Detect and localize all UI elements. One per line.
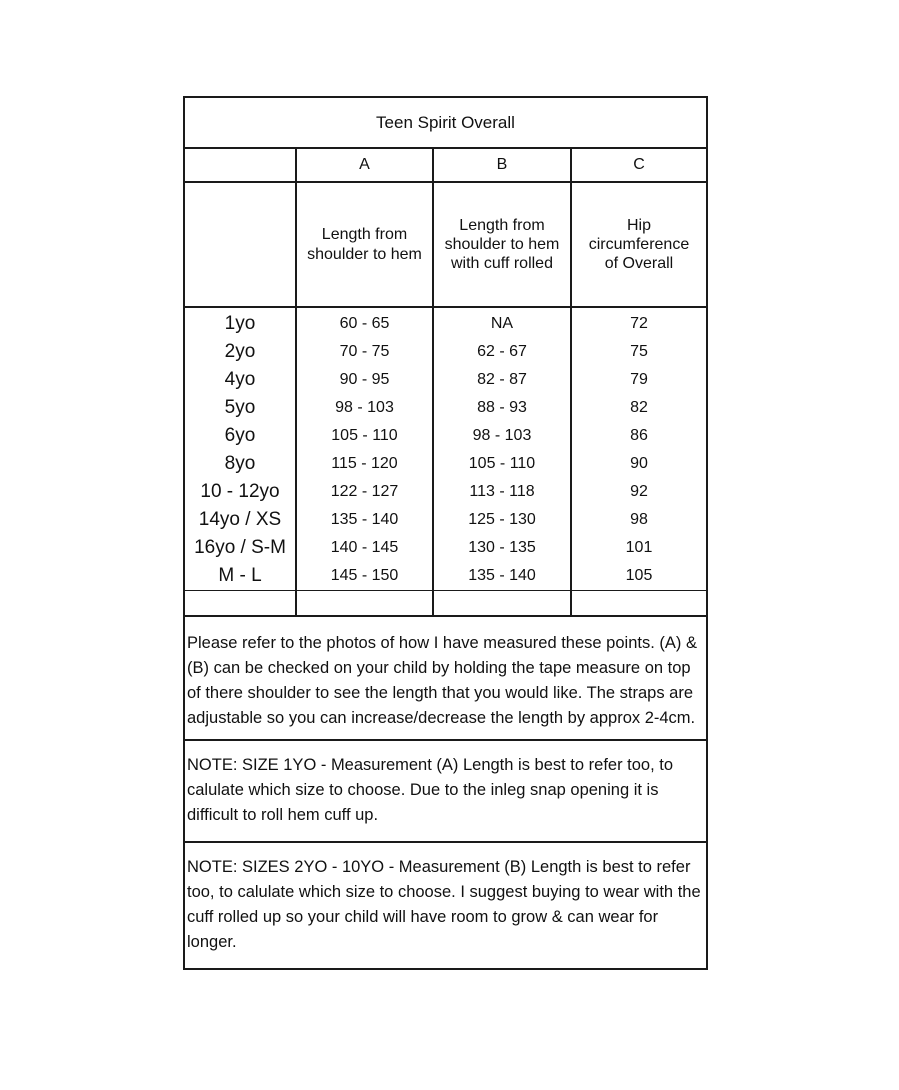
size-cell: M - L [185, 562, 296, 591]
empty-cell [185, 591, 296, 617]
c-cell: 92 [630, 483, 648, 501]
a-cell: 140 - 145 [296, 534, 433, 562]
table-row [185, 562, 706, 591]
table-row [185, 307, 706, 338]
description-header-c: Hip circumference of Overall [571, 182, 706, 307]
size-table [185, 149, 706, 617]
size-cell: 14yo / XS [185, 506, 296, 534]
size-cell: 16yo / S-M [185, 534, 296, 562]
empty-cell [296, 591, 433, 617]
table-row [185, 394, 706, 422]
chart-title: Teen Spirit Overall [185, 98, 706, 149]
a-cell: 70 - 75 [296, 338, 433, 366]
c-cell: 72 [630, 315, 648, 333]
description-header-size [185, 182, 296, 307]
size-rows [185, 307, 706, 591]
size-chart-sheet [183, 96, 708, 970]
b-cell: 88 - 93 [433, 394, 571, 422]
c-cell: 90 [630, 455, 648, 473]
c-cell: 105 [571, 562, 706, 591]
a-cell: 105 - 110 [296, 422, 433, 450]
size-cell: 1yo [185, 307, 296, 338]
c-cell: 82 [630, 399, 648, 417]
b-cell: NA [433, 307, 571, 338]
size-cell: 4yo [185, 366, 296, 394]
empty-cell [433, 591, 571, 617]
table-row [185, 450, 706, 478]
note-sizes-2yo-10yo: NOTE: SIZES 2YO - 10YO - Measurement (B) Length is best to refer too, to calulate which size to choose. I suggest buying to wear with the cuff rolled up so your child will have room to grow & can wear for longer. [187, 858, 701, 951]
c-cell: 98 [630, 511, 648, 529]
letter-header-c: C [571, 149, 706, 182]
table-row [185, 366, 706, 394]
b-cell: 135 - 140 [433, 562, 571, 591]
a-cell: 98 - 103 [296, 394, 433, 422]
b-cell: 130 - 135 [433, 534, 571, 562]
size-cell: 5yo [185, 394, 296, 422]
description-header-b: Length from shoulder to hem with cuff rolled [433, 182, 571, 307]
empty-row [185, 591, 706, 617]
a-cell: 90 - 95 [296, 366, 433, 394]
note-size-1yo: NOTE: SIZE 1YO - Measurement (A) Length is best to refer too, to calulate which size to choose. Due to the inleg snap opening it is difficult to roll hem cuff up. [185, 741, 706, 843]
c-cell: 101 [625, 539, 653, 557]
b-cell: 62 - 67 [433, 338, 571, 366]
description-header-a: Length from shoulder to hem [296, 182, 433, 307]
c-cell: 79 [630, 371, 648, 389]
a-cell: 145 - 150 [296, 562, 433, 591]
c-cell: 75 [630, 343, 648, 361]
column-letter-row [185, 149, 706, 182]
a-cell: 122 - 127 [296, 478, 433, 506]
b-cell: 125 - 130 [433, 506, 571, 534]
letter-header-a: A [296, 149, 433, 182]
size-cell: 8yo [185, 450, 296, 478]
b-cell: 98 - 103 [433, 422, 571, 450]
a-cell: 115 - 120 [296, 450, 433, 478]
empty-cell [571, 591, 706, 617]
size-cell: 6yo [185, 422, 296, 450]
letter-header-b: B [433, 149, 571, 182]
size-cell: 2yo [185, 338, 296, 366]
b-cell: 105 - 110 [433, 450, 571, 478]
measuring-instructions: Please refer to the photos of how I have measured these points. (A) & (B) can be checked on your child by holding the tape measure on top of there shoulder to see the length that you would like. The straps are adjustable so you can increase/decrease the length by approx 2-4cm. [185, 617, 706, 741]
table-row [185, 338, 706, 366]
a-cell: 60 - 65 [296, 307, 433, 338]
b-cell: 82 - 87 [433, 366, 571, 394]
a-cell: 135 - 140 [296, 506, 433, 534]
b-cell: 113 - 118 [433, 478, 571, 506]
table-row [185, 422, 706, 450]
table-row [185, 506, 706, 534]
column-description-row [185, 182, 706, 307]
table-row [185, 534, 706, 562]
letter-header-size [185, 149, 296, 182]
table-row [185, 478, 706, 506]
c-cell: 86 [630, 427, 648, 445]
size-cell: 10 - 12yo [185, 478, 296, 506]
